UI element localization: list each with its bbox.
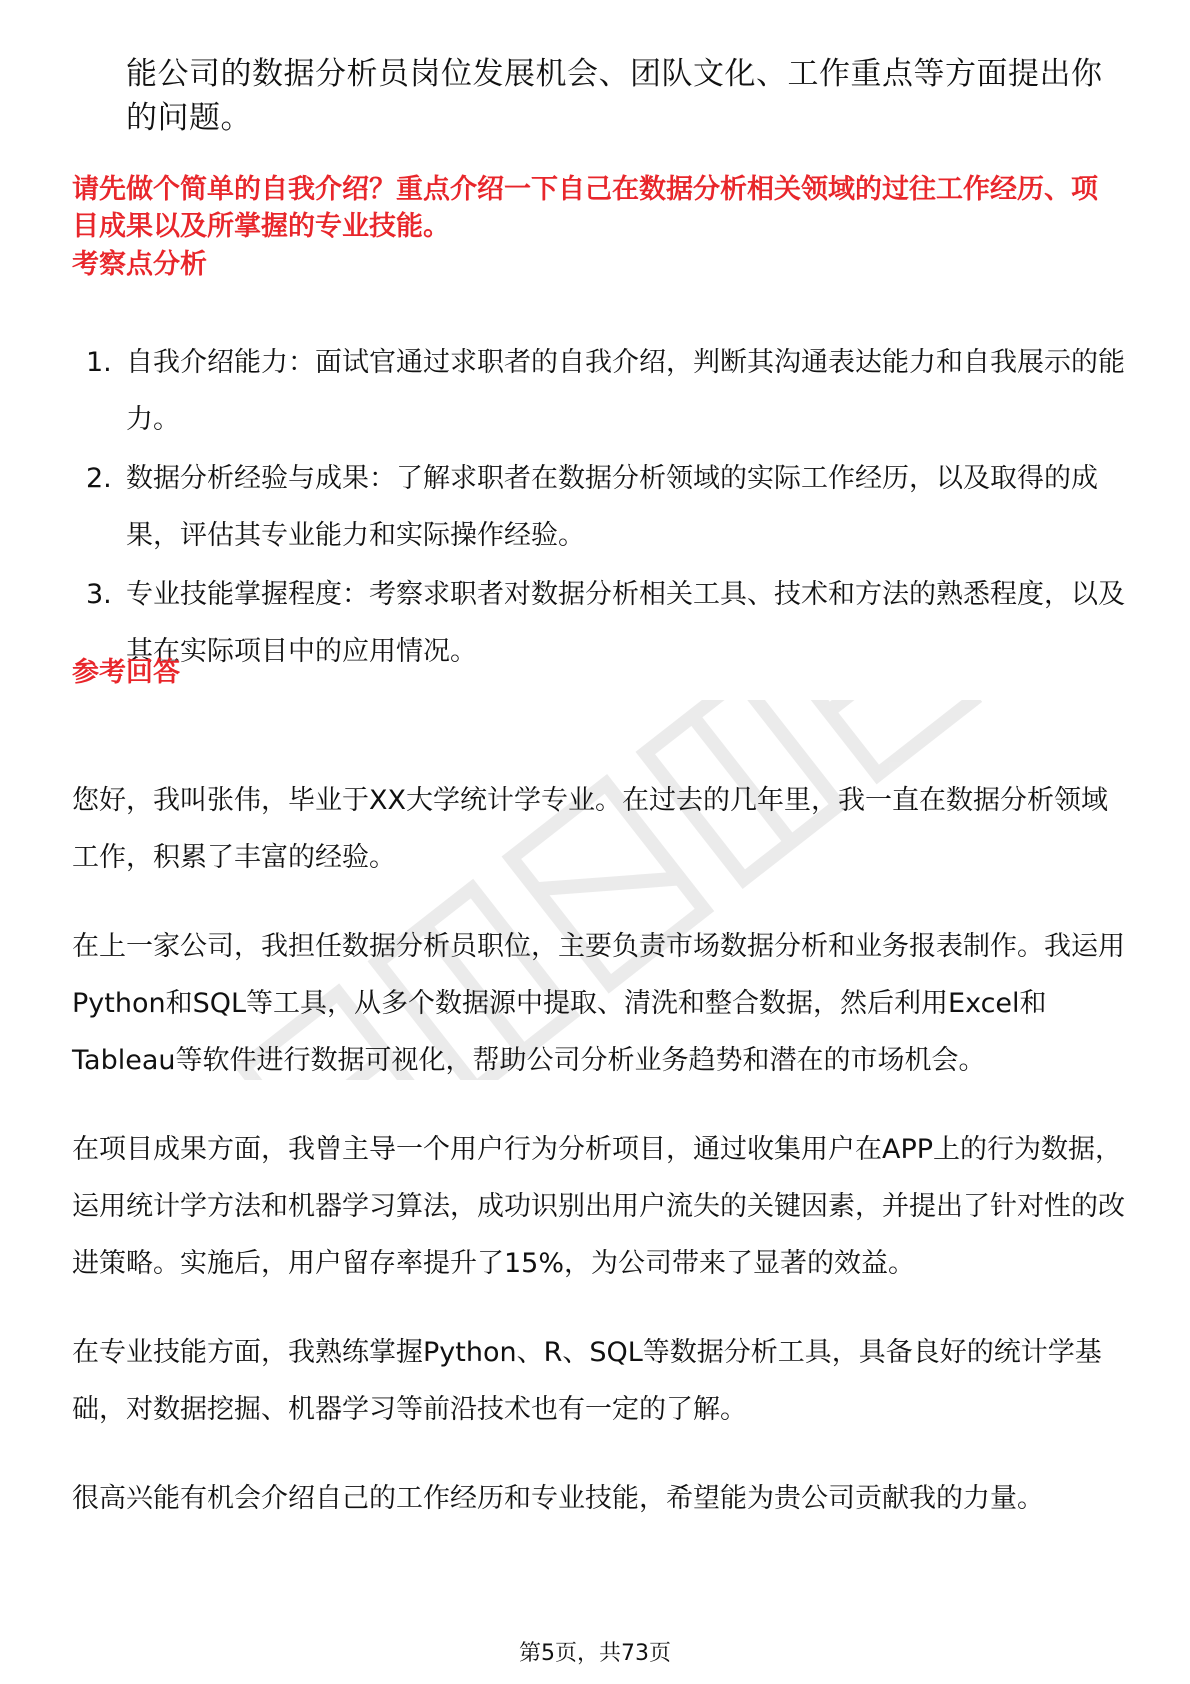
answer-paragraph: 在专业技能方面，我熟练掌握Python、R、SQL等数据分析工具，具备良好的统计学基础，对数据挖掘、机器学习等前沿技术也有一定的了解。 (72, 1337, 1102, 1425)
analysis-item-text: 自我介绍能力：面试官通过求职者的自我介绍，判断其沟通表达能力和自我展示的能力。 (126, 347, 1125, 435)
answer-paragraph: 在上一家公司，我担任数据分析员职位，主要负责市场数据分析和业务报表制作。我运用Python和SQL等工具，从多个数据源中提取、清洗和整合数据，然后利用Excel和Tableau等软件进行数据可视化，帮助公司分析业务趋势和潜在的市场机会。 (72, 931, 1125, 1076)
analysis-item-number: 1. (86, 347, 112, 378)
answer-paragraph: 在项目成果方面，我曾主导一个用户行为分析项目，通过收集用户在APP上的行为数据，运用统计学方法和机器学习算法，成功识别出用户流失的关键因素，并提出了针对性的改进策略。实施后，用户留存率提升了15%，为公司带来了显著的效益。 (72, 1134, 1125, 1279)
answer-paragraph: 您好，我叫张伟，毕业于XX大学统计学专业。在过去的几年里，我一直在数据分析领域工作，积累了丰富的经验。 (72, 785, 1108, 873)
interview-question: 请先做个简单的自我介绍？重点介绍一下自己在数据分析相关领域的过往工作经历、项目成果以及所掌握的专业技能。 (72, 174, 1098, 242)
analysis-item-number: 3. (86, 579, 112, 610)
answer-paragraph: 很高兴能有机会介绍自己的工作经历和专业技能，希望能为贵公司贡献我的力量。 (72, 1483, 1044, 1514)
intro-text: 能公司的数据分析员岗位发展机会、团队文化、工作重点等方面提出你的问题。 (126, 56, 1103, 136)
analysis-list (72, 334, 1132, 682)
reference-answer (72, 772, 1132, 1559)
analysis-item (72, 566, 1132, 680)
page-number-footer: 第5页，共73页 (519, 1641, 671, 1666)
analysis-item-text: 专业技能掌握程度：考察求职者对数据分析相关工具、技术和方法的熟悉程度，以及其在实际项目中的应用情况。 (126, 579, 1125, 667)
analysis-section-title: 考察点分析 (72, 249, 207, 280)
analysis-item-number: 2. (86, 463, 112, 494)
analysis-item (72, 450, 1132, 564)
answer-section-title: 参考回答 (72, 657, 180, 688)
analysis-item-text: 数据分析经验与成果：了解求职者在数据分析领域的实际工作经历，以及取得的成果，评估其专业能力和实际操作经验。 (126, 463, 1098, 551)
analysis-item (72, 334, 1132, 448)
